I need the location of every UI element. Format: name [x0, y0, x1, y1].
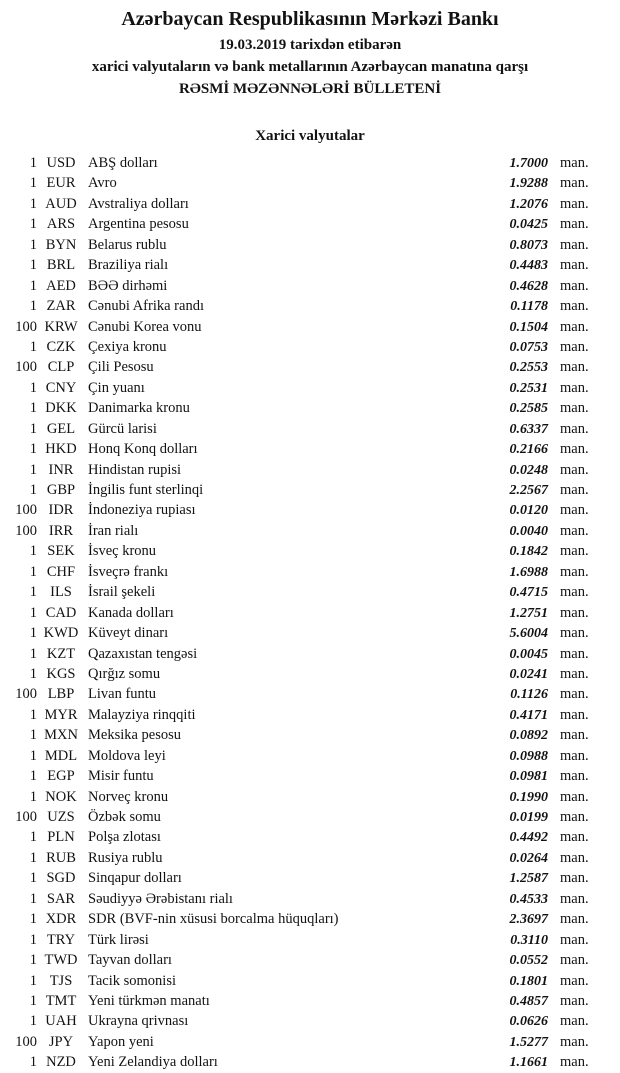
currency-name: Avstraliya dolları — [88, 195, 189, 212]
quantity-value: 1 — [29, 216, 37, 233]
rate-value: 0.0552 — [509, 953, 548, 969]
rate-row — [0, 235, 620, 255]
quantity-value: 1 — [29, 747, 37, 764]
rate-row — [0, 787, 620, 807]
rate-value: 0.1504 — [509, 319, 548, 335]
rate-row — [0, 439, 620, 459]
rate-row — [0, 623, 620, 643]
unit-label: man. — [560, 543, 589, 560]
currency-code: MDL — [44, 747, 78, 764]
unit-label: man. — [560, 400, 589, 417]
rate-value: 0.1126 — [510, 687, 548, 703]
rate-row — [0, 541, 620, 561]
quantity-value: 1 — [29, 338, 37, 355]
currency-code: TRY — [46, 931, 76, 948]
rate-row — [0, 1032, 620, 1052]
currency-code: KWD — [43, 625, 79, 642]
currency-code: RUB — [46, 849, 76, 866]
unit-label: man. — [560, 972, 589, 989]
currency-name: Qırğız somu — [88, 665, 161, 682]
rate-row — [0, 868, 620, 888]
rate-row — [0, 603, 620, 623]
currency-code: TJS — [49, 972, 73, 989]
rate-value: 0.4171 — [509, 707, 548, 723]
unit-label: man. — [560, 318, 589, 335]
currency-code: GEL — [46, 420, 76, 437]
currency-name: Küveyt dinarı — [88, 625, 169, 642]
effective-date-line: 19.03.2019 tarixdən etibarən — [218, 37, 402, 53]
currency-code: USD — [46, 155, 76, 171]
rate-row — [0, 971, 620, 991]
rate-row — [0, 521, 620, 541]
unit-label: man. — [560, 747, 589, 764]
rate-value: 0.1801 — [509, 973, 548, 989]
unit-label: man. — [560, 584, 589, 601]
rate-value: 0.2531 — [509, 380, 548, 396]
currency-code: KZT — [46, 645, 76, 662]
rate-value: 1.6988 — [509, 564, 548, 580]
quantity-value: 1 — [29, 1013, 37, 1030]
section-title-foreign-currencies: Xarici valyutalar — [255, 128, 365, 144]
currency-name: Danimarka kronu — [88, 400, 190, 417]
rate-value: 0.0988 — [509, 748, 548, 764]
currency-code: ZAR — [46, 298, 76, 315]
currency-code: LBP — [47, 686, 75, 703]
quantity-value: 1 — [29, 706, 37, 723]
rate-row — [0, 644, 620, 664]
unit-label: man. — [560, 155, 589, 171]
quantity-value: 100 — [15, 522, 37, 539]
rate-value: 0.0425 — [509, 217, 548, 233]
unit-label: man. — [560, 1033, 589, 1050]
unit-label: man. — [560, 686, 589, 703]
rate-row — [0, 398, 620, 418]
currency-code: KGS — [46, 665, 76, 682]
currency-name: Çexiya kronu — [88, 338, 167, 355]
currency-code: CHF — [46, 563, 76, 580]
unit-label: man. — [560, 359, 589, 376]
unit-label: man. — [560, 665, 589, 682]
currency-code: CAD — [45, 604, 77, 621]
rate-value: 0.0241 — [509, 666, 548, 682]
currency-name: Avro — [88, 175, 117, 192]
quantity-value: 1 — [29, 175, 37, 192]
rate-row — [0, 500, 620, 520]
rate-value: 1.5277 — [509, 1034, 548, 1050]
rate-row — [0, 357, 620, 377]
quantity-value: 1 — [29, 563, 37, 580]
quantity-value: 1 — [29, 890, 37, 907]
rate-row — [0, 419, 620, 439]
currency-name: İsveçrə frankı — [88, 563, 169, 580]
quantity-value: 1 — [29, 420, 37, 437]
rate-row — [0, 705, 620, 725]
rate-value: 0.0981 — [509, 769, 548, 785]
currency-name: ABŞ dolları — [88, 155, 158, 171]
quantity-value: 1 — [29, 195, 37, 212]
currency-name: Braziliya rialı — [88, 257, 169, 274]
rate-row — [0, 746, 620, 766]
rate-value: 0.0120 — [509, 503, 548, 519]
unit-label: man. — [560, 625, 589, 642]
currency-name: Sinqapur dolları — [88, 870, 182, 887]
bank-title: Azərbaycan Respublikasının Mərkəzi Bankı — [121, 8, 499, 30]
currency-name: Polşa zlotası — [88, 829, 161, 846]
rate-row — [0, 889, 620, 909]
rate-row — [0, 194, 620, 214]
unit-label: man. — [560, 195, 589, 212]
quantity-value: 1 — [29, 298, 37, 315]
currency-name: Rusiya rublu — [88, 849, 163, 866]
rate-value: 0.6337 — [509, 421, 548, 437]
unit-label: man. — [560, 257, 589, 274]
quantity-value: 1 — [29, 645, 37, 662]
currency-code: EUR — [46, 175, 76, 192]
currency-code: KRW — [44, 318, 78, 335]
rate-row — [0, 337, 620, 357]
quantity-value: 1 — [29, 1054, 37, 1071]
rate-row — [0, 848, 620, 868]
quantity-value: 1 — [29, 155, 37, 171]
rate-value: 0.1178 — [510, 299, 548, 315]
unit-label: man. — [560, 502, 589, 519]
currency-name: Cənubi Korea vonu — [88, 318, 202, 335]
rate-value: 0.0199 — [509, 810, 548, 825]
currency-code: SGD — [46, 870, 76, 887]
rate-value: 0.0626 — [509, 1014, 548, 1030]
currency-name: İndoneziya rupiası — [88, 502, 196, 519]
unit-label: man. — [560, 809, 589, 825]
rate-value: 0.0753 — [509, 339, 548, 355]
currency-code: AED — [46, 277, 76, 294]
currency-name: Yeni Zelandiya dolları — [88, 1054, 218, 1071]
unit-label: man. — [560, 441, 589, 458]
quantity-value: 1 — [29, 931, 37, 948]
rate-value: 0.1990 — [509, 789, 548, 805]
currency-name: Kanada dolları — [88, 604, 174, 621]
rate-row — [0, 684, 620, 704]
rate-value: 0.2166 — [509, 442, 548, 458]
quantity-value: 1 — [29, 584, 37, 601]
quantity-value: 1 — [29, 911, 37, 928]
currency-name: Yapon yeni — [88, 1033, 154, 1050]
unit-label: man. — [560, 870, 589, 887]
rate-value: 0.3110 — [510, 932, 548, 948]
currency-code: HKD — [45, 441, 77, 458]
rate-row — [0, 991, 620, 1011]
rate-row — [0, 582, 620, 602]
currency-code: JPY — [48, 1033, 74, 1050]
rate-value: 1.1661 — [509, 1055, 548, 1071]
currency-name: Honq Konq dolları — [88, 441, 198, 458]
currency-code: AUD — [45, 195, 77, 212]
unit-label: man. — [560, 768, 589, 785]
currency-code: IDR — [48, 502, 74, 519]
quantity-value: 100 — [15, 502, 37, 519]
currency-name: SDR (BVF-nin xüsusi borcalma hüquqları) — [88, 911, 339, 928]
currency-code: GBP — [46, 482, 76, 498]
rate-row — [0, 317, 620, 337]
currency-name: İran rialı — [88, 522, 139, 539]
quantity-value: 1 — [29, 849, 37, 866]
currency-name: Türk lirəsi — [88, 931, 149, 948]
rate-value: 0.0248 — [509, 462, 548, 478]
currency-name: Belarus rublu — [88, 236, 167, 253]
unit-label: man. — [560, 1054, 589, 1071]
currency-name: Meksika pesosu — [88, 727, 182, 744]
rate-value: 1.7000 — [509, 156, 548, 171]
currency-code: SEK — [47, 543, 75, 560]
rate-value: 0.4715 — [509, 585, 548, 601]
currency-code: DKK — [45, 400, 77, 417]
quantity-value: 1 — [29, 441, 37, 458]
currency-name: Çili Pesosu — [88, 359, 154, 376]
document-header — [0, 5, 620, 100]
quantity-value: 1 — [29, 277, 37, 294]
rate-value: 0.0264 — [509, 850, 548, 866]
currency-code: TMT — [45, 992, 77, 1009]
currency-code: CLP — [47, 359, 75, 376]
rate-value: 2.3697 — [509, 912, 548, 928]
rate-row — [0, 950, 620, 970]
rate-row — [0, 1011, 620, 1031]
rate-row — [0, 1052, 620, 1072]
currency-name: Hindistan rupisi — [88, 461, 182, 478]
unit-label: man. — [560, 992, 589, 1009]
unit-label: man. — [560, 277, 589, 294]
unit-label: man. — [560, 338, 589, 355]
quantity-value: 100 — [15, 359, 37, 376]
currency-name: İsrail şekeli — [88, 584, 156, 601]
quantity-value: 1 — [29, 604, 37, 621]
currency-code: CNY — [45, 379, 77, 396]
unit-label: man. — [560, 645, 589, 662]
quantity-value: 100 — [15, 318, 37, 335]
currency-code: MXN — [44, 727, 78, 744]
currency-code: NOK — [45, 788, 77, 805]
rate-row — [0, 909, 620, 929]
quantity-value: 1 — [29, 788, 37, 805]
currency-code: ILS — [50, 584, 72, 601]
unit-label: man. — [560, 461, 589, 478]
rate-row — [0, 480, 620, 500]
rate-value: 1.2076 — [509, 196, 548, 212]
quantity-value: 1 — [29, 625, 37, 642]
unit-label: man. — [560, 727, 589, 744]
rate-row — [0, 562, 620, 582]
currency-code: CZK — [46, 338, 76, 355]
currency-name: Səudiyyə Ərəbistanı rialı — [88, 890, 233, 907]
rate-value: 2.2567 — [509, 483, 548, 498]
rate-value: 0.4483 — [509, 258, 548, 274]
rate-value: 5.6004 — [509, 626, 548, 642]
rate-value: 1.2587 — [509, 871, 548, 887]
currency-code: NZD — [46, 1054, 76, 1071]
currency-code: IRR — [48, 522, 74, 539]
currency-name: Norveç kronu — [88, 788, 169, 805]
rate-value: 0.0045 — [509, 646, 548, 662]
currency-name: Cənubi Afrika randı — [88, 298, 204, 315]
unit-label: man. — [560, 604, 589, 621]
currency-name: Gürcü larisi — [88, 420, 157, 437]
currency-code: PLN — [47, 829, 75, 846]
unit-label: man. — [560, 379, 589, 396]
currency-code: XDR — [45, 911, 77, 928]
unit-label: man. — [560, 175, 589, 192]
quantity-value: 1 — [29, 992, 37, 1009]
rate-row — [0, 725, 620, 745]
rate-row — [0, 664, 620, 684]
rate-row — [0, 827, 620, 847]
currency-name: Malayziya rinqqiti — [88, 706, 196, 723]
unit-label: man. — [560, 952, 589, 969]
unit-label: man. — [560, 298, 589, 315]
rate-value: 0.2553 — [509, 360, 548, 376]
currency-name: Özbək somu — [88, 809, 161, 825]
rate-row — [0, 153, 620, 173]
quantity-value: 100 — [15, 809, 37, 825]
currency-name: Çin yuanı — [88, 379, 145, 396]
currency-code: UAH — [45, 1013, 77, 1030]
unit-label: man. — [560, 482, 589, 498]
rate-row — [0, 460, 620, 480]
currency-code: ARS — [46, 216, 76, 233]
unit-label: man. — [560, 1013, 589, 1030]
quantity-value: 1 — [29, 972, 37, 989]
rate-value: 0.1842 — [509, 544, 548, 560]
quantity-value: 1 — [29, 236, 37, 253]
rate-value: 0.8073 — [509, 237, 548, 253]
rate-row — [0, 766, 620, 786]
rate-row — [0, 255, 620, 275]
currency-code: SAR — [46, 890, 76, 907]
quantity-value: 1 — [29, 257, 37, 274]
quantity-value: 1 — [29, 400, 37, 417]
rate-value: 1.9288 — [509, 176, 548, 192]
quantity-value: 100 — [15, 686, 37, 703]
quantity-value: 1 — [29, 461, 37, 478]
rate-row — [0, 214, 620, 234]
rate-value: 0.4492 — [509, 830, 548, 846]
rate-row — [0, 173, 620, 193]
unit-label: man. — [560, 706, 589, 723]
currency-code: INR — [48, 461, 74, 478]
document-subtitle: xarici valyutaların və bank metallarının Azərbaycan manatına qarşı — [91, 59, 529, 75]
currency-code: MYR — [44, 706, 78, 723]
rate-value: 0.2585 — [509, 401, 548, 417]
unit-label: man. — [560, 522, 589, 539]
rate-value: 0.0892 — [509, 728, 548, 744]
rate-value: 0.4533 — [509, 891, 548, 907]
unit-label: man. — [560, 236, 589, 253]
quantity-value: 1 — [29, 829, 37, 846]
currency-code: UZS — [47, 809, 75, 825]
rate-row — [0, 276, 620, 296]
currency-name: Qazaxıstan tengəsi — [88, 645, 198, 662]
currency-name: Moldova leyi — [88, 747, 166, 764]
currency-name: İsveç kronu — [88, 543, 157, 560]
quantity-value: 1 — [29, 543, 37, 560]
rate-row — [0, 296, 620, 316]
currency-name: BƏƏ dirhəmi — [88, 277, 168, 294]
currency-code: BRL — [46, 257, 76, 274]
currency-name: Livan funtu — [88, 686, 157, 703]
rate-row — [0, 930, 620, 950]
bulletin-title: RƏSMİ MƏZƏNNƏLƏRİ BÜLLETENİ — [178, 81, 442, 97]
currency-code: EGP — [47, 768, 75, 785]
unit-label: man. — [560, 931, 589, 948]
unit-label: man. — [560, 420, 589, 437]
rate-value: 0.0040 — [509, 523, 548, 539]
quantity-value: 100 — [15, 1033, 37, 1050]
unit-label: man. — [560, 890, 589, 907]
unit-label: man. — [560, 911, 589, 928]
rate-row — [0, 807, 620, 827]
unit-label: man. — [560, 849, 589, 866]
currency-name: İngilis funt sterlinqi — [88, 482, 204, 498]
currency-name: Tayvan dolları — [88, 952, 172, 969]
quantity-value: 1 — [29, 379, 37, 396]
quantity-value: 1 — [29, 870, 37, 887]
unit-label: man. — [560, 788, 589, 805]
currency-code: TWD — [44, 952, 78, 969]
unit-label: man. — [560, 216, 589, 233]
currency-name: Tacik somonisi — [88, 972, 176, 989]
currency-code: BYN — [45, 236, 77, 253]
rate-value: 0.4857 — [509, 993, 548, 1009]
quantity-value: 1 — [29, 482, 37, 498]
rate-row — [0, 378, 620, 398]
currency-name: Ukrayna qrivnası — [88, 1013, 189, 1030]
rates-table — [0, 153, 620, 1073]
unit-label: man. — [560, 563, 589, 580]
quantity-value: 1 — [29, 952, 37, 969]
currency-name: Yeni türkmən manatı — [88, 992, 210, 1009]
quantity-value: 1 — [29, 727, 37, 744]
quantity-value: 1 — [29, 768, 37, 785]
unit-label: man. — [560, 829, 589, 846]
quantity-value: 1 — [29, 665, 37, 682]
rate-value: 1.2751 — [509, 605, 548, 621]
currency-name: Misir funtu — [88, 768, 154, 785]
currency-name: Argentina pesosu — [88, 216, 189, 233]
rate-value: 0.4628 — [509, 278, 548, 294]
